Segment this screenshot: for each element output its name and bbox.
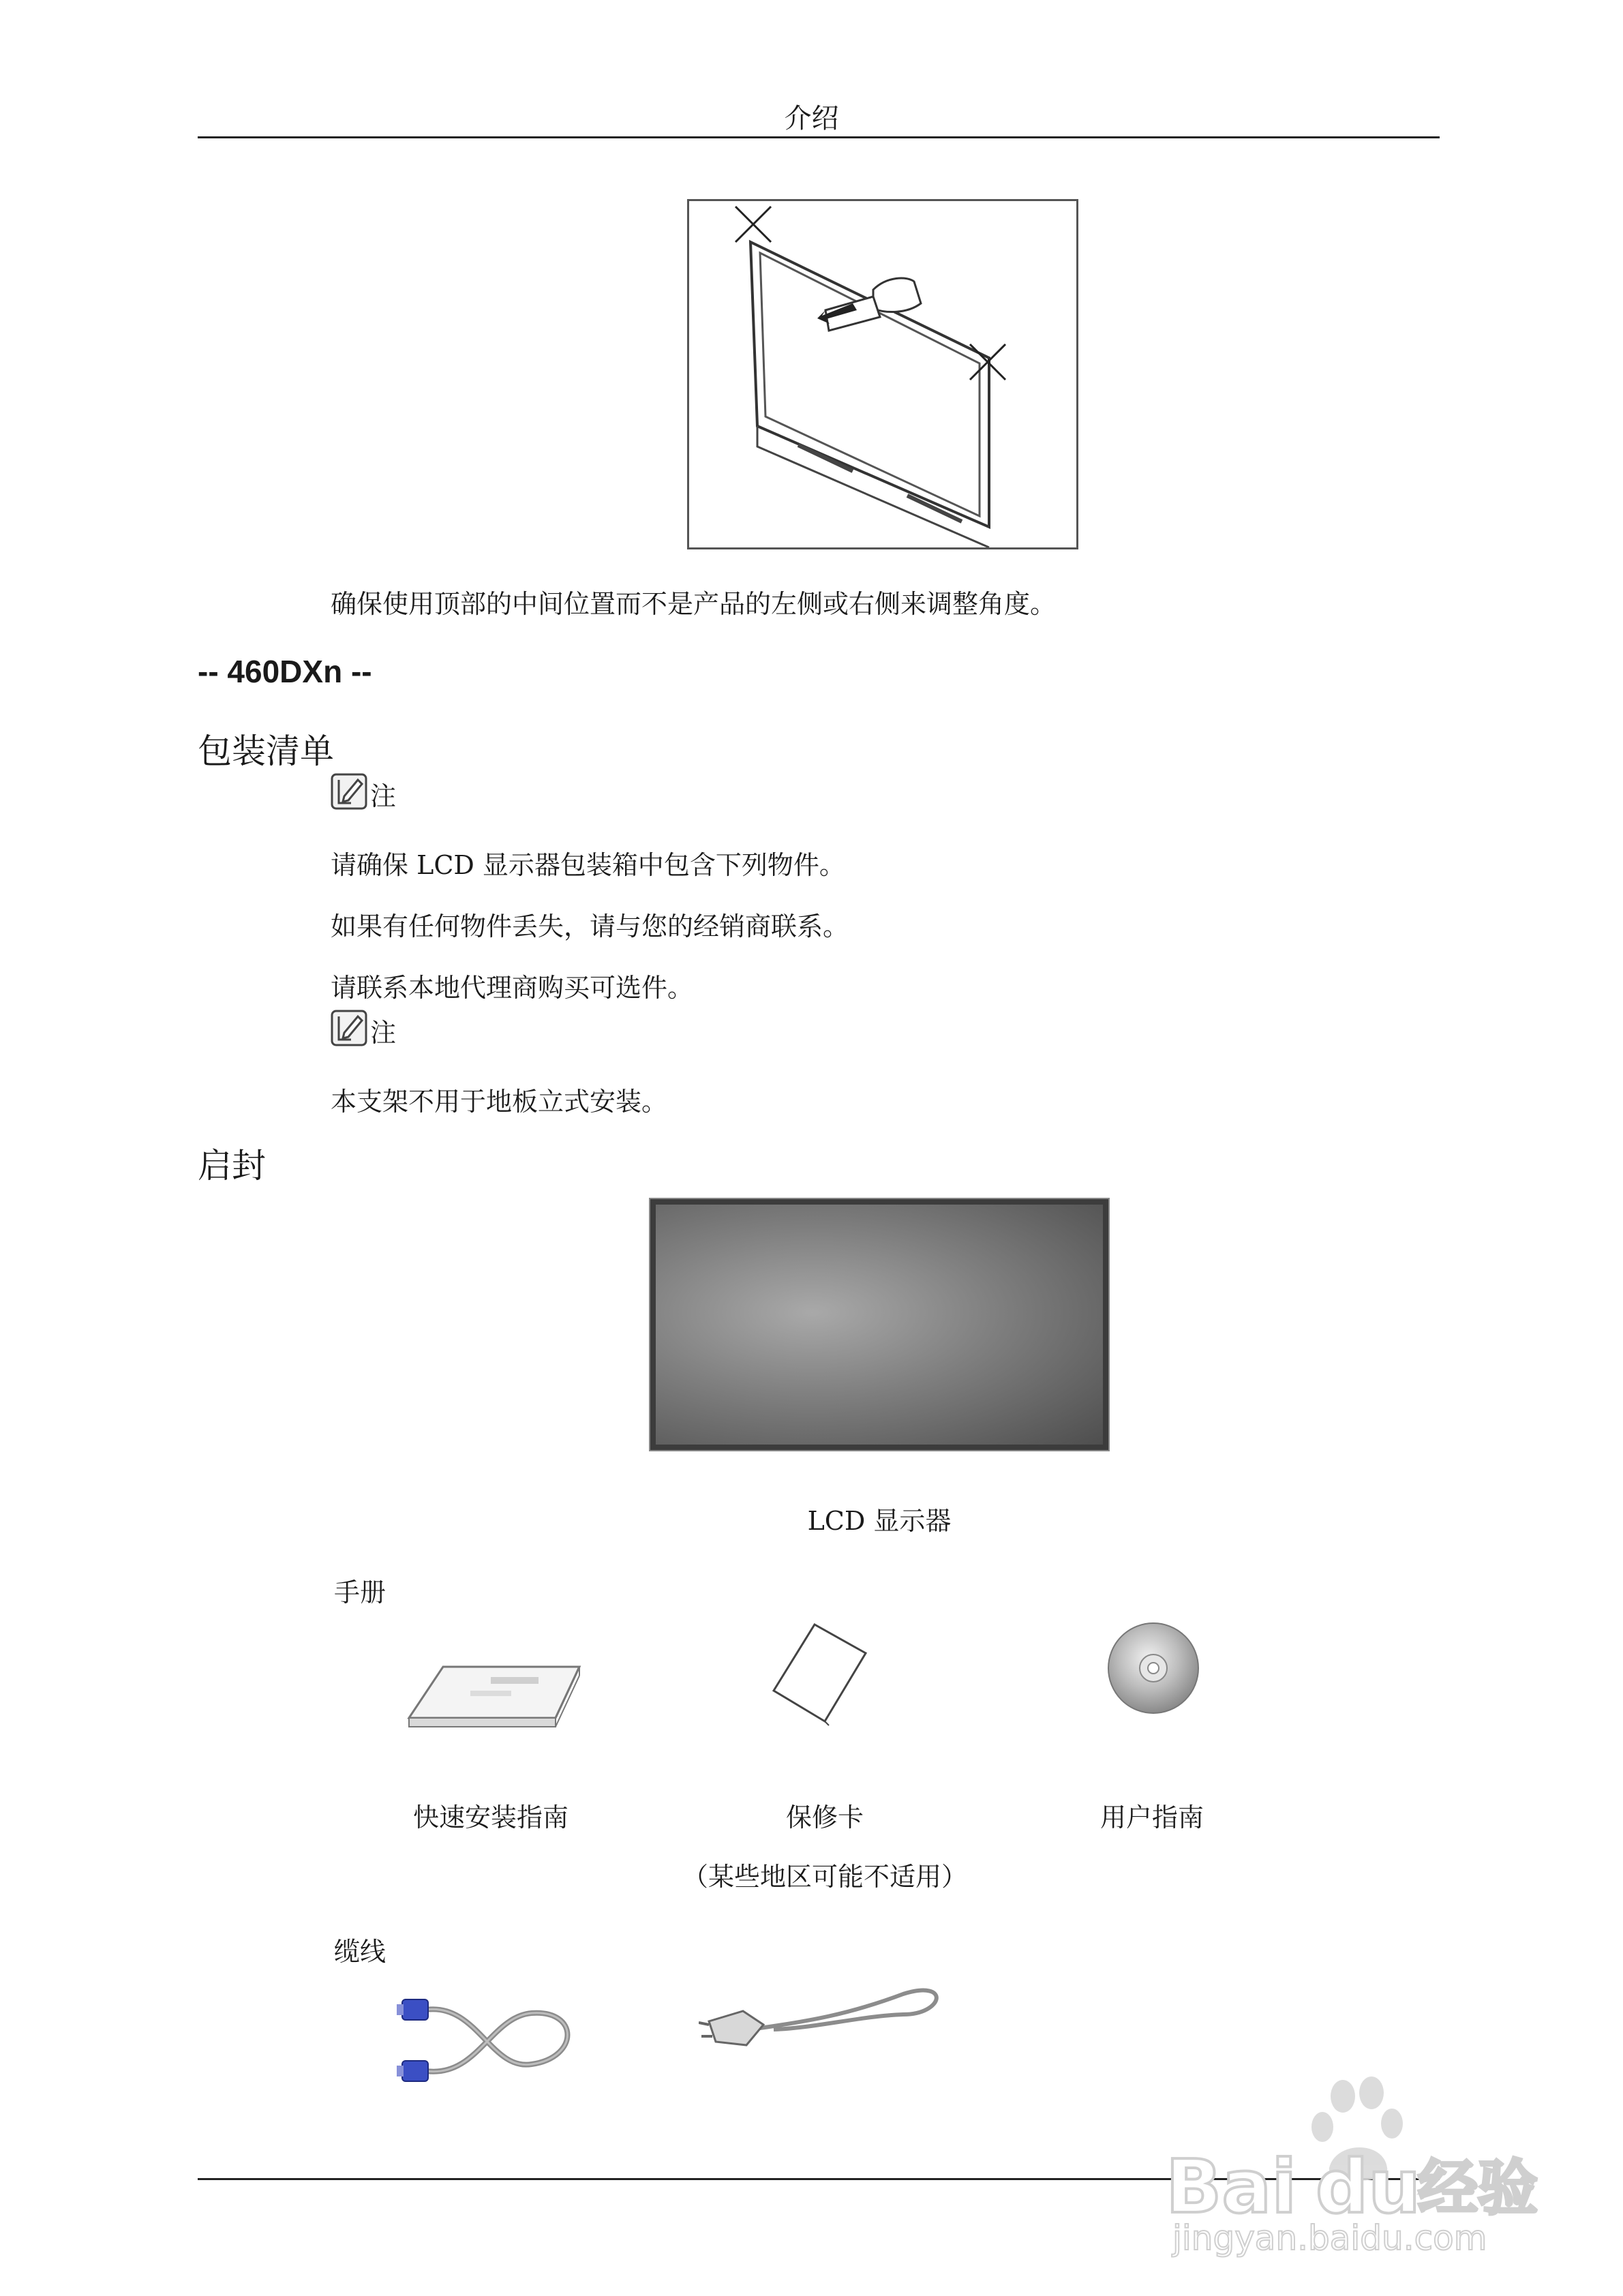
lcd-monitor-caption: LCD 显示器 (807, 1506, 952, 1536)
note-pencil-icon (331, 773, 367, 810)
watermark-brand-suffix: 经验 (1418, 2153, 1538, 2223)
baidu-jingyan-watermark (1159, 2066, 1541, 2263)
d-sub-cable-image (395, 1989, 586, 2091)
adjust-angle-figure (687, 199, 1078, 549)
unpacking-heading: 启封 (198, 1146, 266, 1185)
note-line: 如果有任何物件丢失，请与您的经销商联系。 (331, 911, 849, 941)
svg-text:du: du (1316, 2145, 1421, 2230)
manuals-heading: 手册 (334, 1577, 386, 1607)
region-availability-note: （某些地区可能不适用） (682, 1862, 967, 1892)
manual-item-label: 保修卡 (785, 1802, 864, 1832)
note-label: 注 (370, 1018, 397, 1048)
note-label: 注 (370, 781, 397, 811)
user-guide-cd-image (1104, 1619, 1202, 1717)
note-line: 请联系本地代理商购买可选件。 (331, 973, 694, 1003)
lcd-monitor-image (649, 1198, 1110, 1451)
watermark-brand: Bai (1166, 2145, 1297, 2230)
packing-list-heading: 包装清单 (198, 731, 334, 771)
quick-setup-guide-image (402, 1653, 586, 1735)
note-pencil-icon (331, 1010, 367, 1046)
manual-item-label: 用户指南 (1099, 1802, 1204, 1832)
header-divider (198, 136, 1440, 138)
monitor-adjust-illustration (689, 201, 1076, 547)
note-block-2 (331, 1006, 396, 1046)
manual-item-label: 快速安装指南 (412, 1802, 568, 1832)
watermark-url: jingyan.baidu.com (1172, 2218, 1487, 2258)
note-line: 请确保 LCD 显示器包装箱中包含下列物件。 (331, 850, 845, 880)
model-heading: -- 460DXn -- (198, 654, 372, 689)
note-line: 本支架不用于地板立式安装。 (331, 1087, 668, 1117)
adjust-instruction-text: 确保使用顶部的中间位置而不是产品的左侧或右侧来调整角度。 (331, 589, 1057, 619)
page-header-title: 介绍 (784, 103, 839, 134)
power-cord-image (699, 1974, 951, 2062)
note-block-1 (331, 769, 396, 810)
warranty-card-image (763, 1619, 879, 1728)
cables-heading: 缆线 (334, 1937, 386, 1967)
